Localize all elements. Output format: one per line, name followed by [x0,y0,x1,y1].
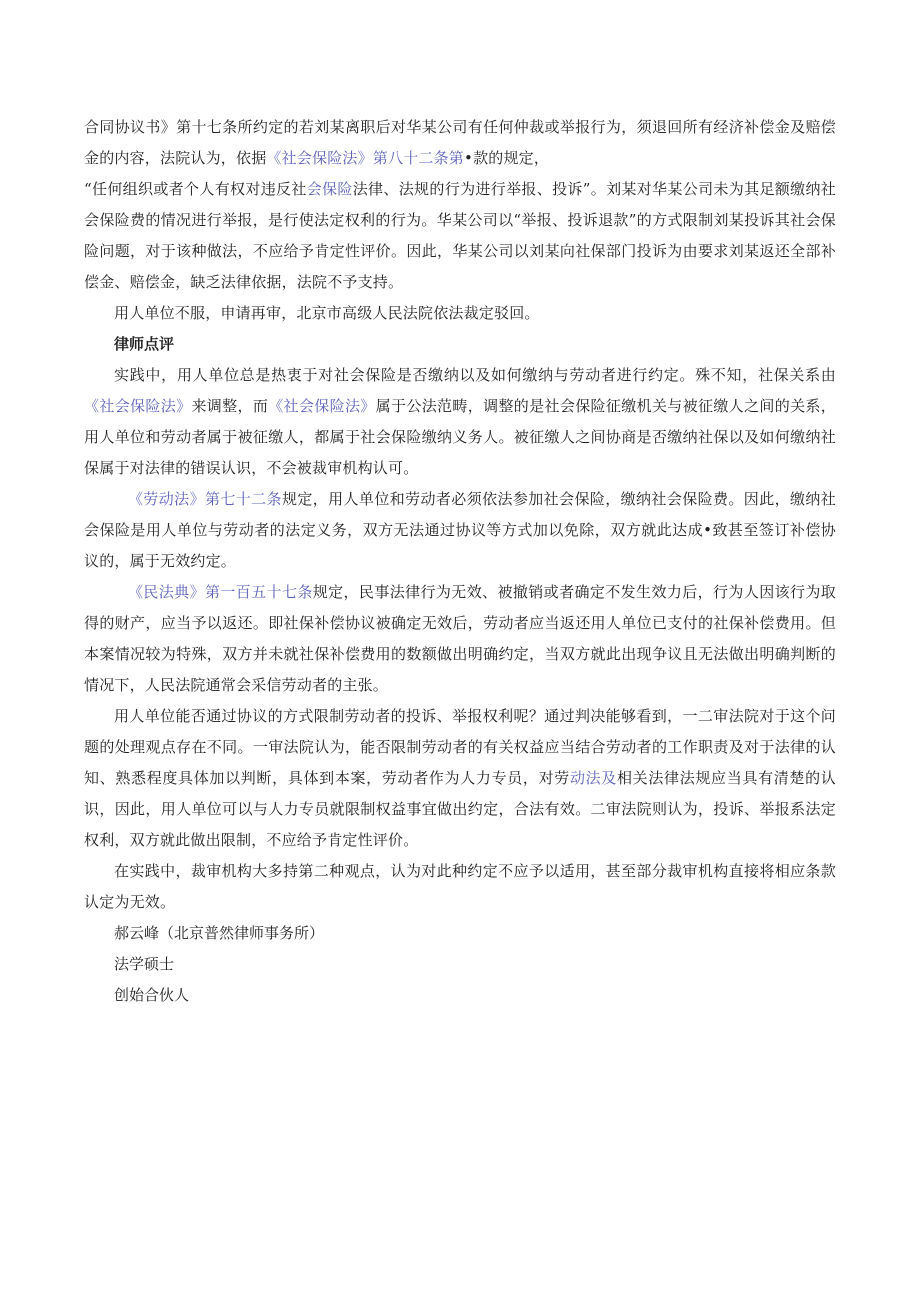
law-reference-link[interactable]: 《社会保险法》 [84,397,192,415]
paragraph-practice [84,360,836,484]
law-reference-link[interactable]: 《社会保险法》第八十二条第 [266,149,465,167]
paragraph-contract-clause [84,112,836,174]
paragraph-social-insurance-quote [84,174,836,298]
paragraph-retrial [84,298,836,329]
text-run: 合同协议书》第十七条所约定的若刘某离职后对华某公司有任何仲裁或举报行为，须退回所有经济补偿金及赔偿金的内容，法院认为，依据 [84,118,836,167]
paragraph-civil-code [84,577,836,701]
document-body [84,112,836,1011]
law-reference-link[interactable]: 《民法典》第一百五十七条 [128,583,313,601]
section-heading-lawyer-comment: 律师点评 [114,335,175,353]
text-run: 在实践中，裁审机构大多持第二种观点，认为对此种约定不应予以适用，甚至部分裁审机构直接将相应条款认定为无效。 [84,862,836,911]
text-run: 用人单位能否通过协议的方式限制劳动者的投诉、举报权利呢？通过判决能够看到，一二审法院对于这个问题的处理观点存在不同。一审法院认为，能否限制劳动者的有关权益应当结合劳动者的工作职责及对于法律的认知、熟悉程度具体加以判断，具体到本案，劳动者作为人力专员，对劳 [84,707,836,787]
text-run: 用人单位不服，申请再审，北京市高级人民法院依法裁定驳回。 [114,304,540,322]
law-reference-link[interactable]: 会保险 [306,180,353,198]
signature-degree: 法学硕士 [114,955,175,973]
text-run: 属于公法范畴，调整的是社会保险征缴机关与被征缴人之间的关系，用人单位和劳动者属于被征缴人，都属于社会保险缴纳义务人。被征缴人之间协商是否缴纳社保以及如何缴纳社保属于对法律的错误认识，不会被裁审机构认可。 [84,397,836,477]
text-run: 相关法律法规应当具有清楚的认识，因此，用人单位可以与人力专员就限制权益事宜做出约定，合法有效。二审法院则认为，投诉、举报系法定权利，双方就此做出限制，不应给予肯定性评价。 [84,769,836,849]
text-run: 规定，民事法律行为无效、被撤销或者确定不发生效力后，行为人因该行为取得的财产，应当予以返还。即社保补偿协议被确定无效后，劳动者应当返还用人单位已支付的社保补偿费用。但本案情况较为特殊，双方并未就社保补偿费用的数额做出明确约定，当双方就此出现争议且无法做出明确判断的情况下，人民法院通常会采信劳动者的主张。 [84,583,836,694]
law-reference-link[interactable]: 动法及 [569,769,617,787]
text-run: 法律、法规的行为进行举报、投诉”。刘某对华某公司未为其足额缴纳社会保险费的情况进行举报，是行使法定权利的行为。华某公司以“举报、投诉退款”的方式限制刘某投诉其社会保险问题，对于该种做法，不应给予肯定性评价。因此，华某公司以刘某向社保部门投诉为由要求刘某返还全部补偿金、赔偿金，缺乏法律依据，法院不予支持。 [84,180,836,291]
text-run: 实践中，用人单位总是热衷于对社会保险是否缴纳以及如何缴纳与劳动者进行约定。殊不知，社保关系由 [114,366,836,384]
law-reference-link[interactable]: 《社会保险法》 [268,397,376,415]
text-run: •款的规定， [464,149,550,167]
law-reference-link[interactable]: 《劳动法》第七十二条 [128,490,282,508]
paragraph-practice-view [84,856,836,918]
signature-title: 创始合伙人 [114,986,190,1004]
paragraph-labor-law [84,484,836,577]
paragraph-restriction-question [84,701,836,856]
signature-name: 郝云峰（北京普然律师事务所） [114,924,325,942]
text-run: “任何组织或者个人有权对违反社 [84,180,307,198]
text-run: 规定，用人单位和劳动者必须依法参加社会保险，缴纳社会保险费。因此，缴纳社会保险是用人单位与劳动者的法定义务，双方无法通过协议等方式加以免除，双方就此达成•致甚至签订补偿协议的，属于无效约定。 [84,490,836,570]
text-run: 来调整，而 [191,397,269,415]
